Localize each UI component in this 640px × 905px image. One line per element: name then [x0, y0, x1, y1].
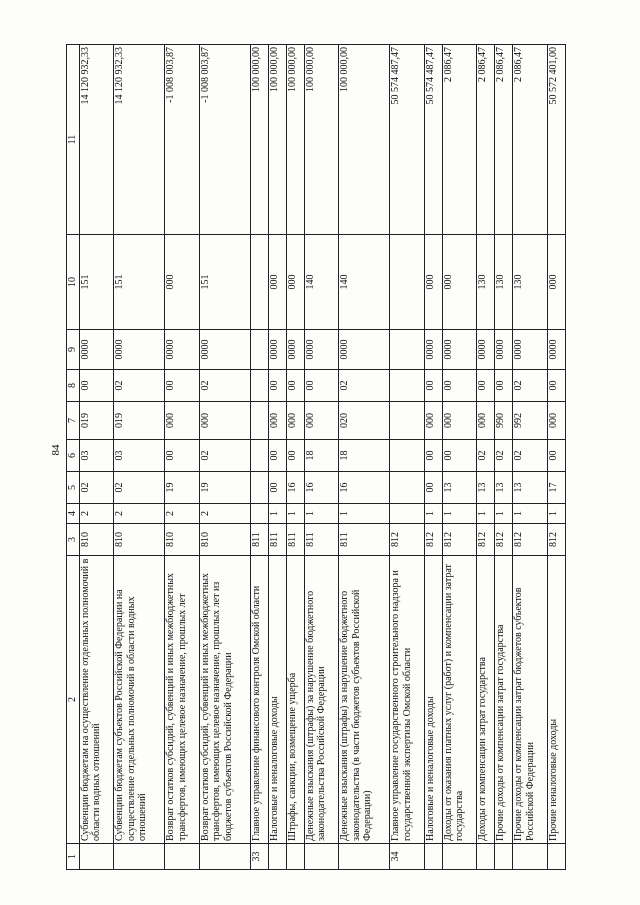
row-amount: 100 000,00 — [286, 45, 304, 235]
row-amount: 2 086,47 — [513, 45, 548, 235]
code-article: 00 — [268, 440, 286, 472]
table-row — [286, 45, 304, 870]
code-program: 0000 — [79, 330, 114, 370]
code-admin: 812 — [513, 524, 548, 556]
row-number — [513, 844, 548, 870]
code-element: 00 — [286, 370, 304, 402]
code-article — [250, 440, 268, 472]
row-number — [199, 844, 250, 870]
row-name: Главное управление государственного строительного надзора и государственной экспертизы Омской области — [390, 556, 425, 844]
row-name: Возврат остатков субсидий, субвенций и иных межбюджетных трансфертов, имеющих целевое назначение, прошлых лет — [165, 556, 200, 844]
code-element: 02 — [114, 370, 165, 402]
code-group: 2 — [79, 504, 114, 524]
code-admin: 812 — [495, 524, 513, 556]
code-article: 00 — [547, 440, 565, 472]
code-economic: 130 — [477, 235, 495, 330]
row-name: Денежные взыскания (штрафы) за нарушение бюджетного законодательства (в части бюджетов субъектов Российской Федерации) — [339, 556, 390, 844]
code-economic: 130 — [495, 235, 513, 330]
code-program: 0000 — [495, 330, 513, 370]
row-name: Доходы от компенсации затрат государства — [477, 556, 495, 844]
row-amount: 100 000,00 — [250, 45, 268, 235]
code-element: 00 — [477, 370, 495, 402]
table-row — [442, 45, 477, 870]
row-number — [477, 844, 495, 870]
code-group: 1 — [442, 504, 477, 524]
row-amount: 100 000,00 — [339, 45, 390, 235]
code-program: 0000 — [442, 330, 477, 370]
code-economic — [250, 235, 268, 330]
page-number: 84 — [50, 444, 62, 456]
code-article: 00 — [165, 440, 200, 472]
revenue-table — [66, 44, 566, 870]
row-number — [304, 844, 339, 870]
code-admin: 812 — [424, 524, 442, 556]
row-amount: 2 086,47 — [495, 45, 513, 235]
table-row — [268, 45, 286, 870]
column-header: 6 — [67, 440, 80, 472]
code-economic: 140 — [339, 235, 390, 330]
code-program: 0000 — [513, 330, 548, 370]
row-name: Прочие доходы от компенсации затрат бюджетов субъектов Российской Федерации — [513, 556, 548, 844]
code-group — [390, 504, 425, 524]
code-group: 1 — [304, 504, 339, 524]
code-group: 1 — [424, 504, 442, 524]
code-subarticle — [390, 402, 425, 440]
code-element: 00 — [442, 370, 477, 402]
code-group: 1 — [477, 504, 495, 524]
code-economic: 140 — [304, 235, 339, 330]
code-element: 02 — [513, 370, 548, 402]
code-subarticle: 000 — [442, 402, 477, 440]
column-header: 5 — [67, 472, 80, 504]
code-subgroup: 16 — [286, 472, 304, 504]
rotated-sheet — [48, 45, 568, 870]
column-header: 8 — [67, 370, 80, 402]
code-subarticle: 019 — [79, 402, 114, 440]
code-economic: 151 — [79, 235, 114, 330]
code-article: 03 — [114, 440, 165, 472]
code-group: 1 — [286, 504, 304, 524]
row-name: Прочие доходы от компенсации затрат государства — [495, 556, 513, 844]
row-amount: 100 000,00 — [304, 45, 339, 235]
code-program: 0000 — [339, 330, 390, 370]
code-element: 00 — [165, 370, 200, 402]
code-subarticle: 000 — [547, 402, 565, 440]
row-number: 33 — [250, 844, 268, 870]
code-subarticle: 020 — [339, 402, 390, 440]
column-header: 1 — [67, 844, 80, 870]
code-admin: 811 — [268, 524, 286, 556]
table-row — [390, 45, 425, 870]
code-admin: 810 — [79, 524, 114, 556]
row-number — [424, 844, 442, 870]
table-row — [495, 45, 513, 870]
table-row — [304, 45, 339, 870]
code-element — [250, 370, 268, 402]
code-economic: 130 — [513, 235, 548, 330]
code-group: 1 — [268, 504, 286, 524]
code-group — [250, 504, 268, 524]
code-program: 0000 — [304, 330, 339, 370]
column-header: 11 — [67, 45, 80, 235]
row-name: Возврат остатков субсидий, субвенций и иных межбюджетных трансфертов, имеющих целевое назначение, прошлых лет из бюджетов субъектов Российской Федерации — [199, 556, 250, 844]
code-admin: 812 — [477, 524, 495, 556]
row-number — [114, 844, 165, 870]
row-name: Субвенции бюджетам на осуществление отдельных полномочий в области водных отношений — [79, 556, 114, 844]
code-subarticle: 000 — [304, 402, 339, 440]
column-number-row — [67, 45, 80, 870]
code-program: 0000 — [114, 330, 165, 370]
table-row — [79, 45, 114, 870]
row-amount: 50 572 401,00 — [547, 45, 565, 235]
row-number — [495, 844, 513, 870]
code-group: 1 — [495, 504, 513, 524]
code-program: 0000 — [286, 330, 304, 370]
code-admin: 810 — [114, 524, 165, 556]
row-name: Налоговые и неналоговые доходы — [268, 556, 286, 844]
code-economic: 000 — [165, 235, 200, 330]
column-header: 2 — [67, 556, 80, 844]
code-subgroup: 16 — [304, 472, 339, 504]
code-economic — [390, 235, 425, 330]
code-group: 2 — [165, 504, 200, 524]
code-subgroup: 00 — [268, 472, 286, 504]
row-amount: 2 086,47 — [477, 45, 495, 235]
code-subarticle: 019 — [114, 402, 165, 440]
table-row — [165, 45, 200, 870]
code-economic: 151 — [199, 235, 250, 330]
row-name: Доходы от оказания платных услуг (работ) и компенсации затрат государства — [442, 556, 477, 844]
code-element: 00 — [304, 370, 339, 402]
code-program — [250, 330, 268, 370]
column-header: 7 — [67, 402, 80, 440]
code-article: 00 — [424, 440, 442, 472]
code-subgroup: 19 — [199, 472, 250, 504]
code-element: 00 — [547, 370, 565, 402]
row-amount: 14 120 932,33 — [79, 45, 114, 235]
code-subarticle: 000 — [477, 402, 495, 440]
row-number — [339, 844, 390, 870]
code-group: 2 — [199, 504, 250, 524]
code-economic: 000 — [442, 235, 477, 330]
row-name: Денежные взыскания (штрафы) за нарушение бюджетного законодательства Российской Федерации — [304, 556, 339, 844]
code-admin: 811 — [286, 524, 304, 556]
code-article: 02 — [199, 440, 250, 472]
code-economic: 000 — [424, 235, 442, 330]
code-group: 1 — [339, 504, 390, 524]
code-admin: 811 — [304, 524, 339, 556]
row-name: Субвенции бюджетам субъектов Российской Федерации на осуществление отдельных полномочий в области водных отношений — [114, 556, 165, 844]
column-header: 4 — [67, 504, 80, 524]
code-subgroup: 02 — [114, 472, 165, 504]
code-subarticle: 000 — [286, 402, 304, 440]
code-subgroup — [250, 472, 268, 504]
table-row — [513, 45, 548, 870]
code-subarticle: 000 — [268, 402, 286, 440]
code-admin: 810 — [165, 524, 200, 556]
code-economic: 000 — [268, 235, 286, 330]
code-program: 0000 — [547, 330, 565, 370]
code-subarticle: 992 — [513, 402, 548, 440]
code-program: 0000 — [165, 330, 200, 370]
code-economic: 000 — [286, 235, 304, 330]
code-program: 0000 — [477, 330, 495, 370]
code-element: 00 — [268, 370, 286, 402]
code-subarticle: 000 — [199, 402, 250, 440]
code-group: 1 — [547, 504, 565, 524]
table-row — [114, 45, 165, 870]
code-economic: 151 — [114, 235, 165, 330]
code-element: 00 — [79, 370, 114, 402]
code-subgroup: 13 — [442, 472, 477, 504]
code-element — [390, 370, 425, 402]
code-program — [390, 330, 425, 370]
row-amount: -1 008 003,87 — [165, 45, 200, 235]
table-row — [424, 45, 442, 870]
code-article: 02 — [513, 440, 548, 472]
code-subgroup: 02 — [79, 472, 114, 504]
column-header: 10 — [67, 235, 80, 330]
code-subgroup: 16 — [339, 472, 390, 504]
row-amount: 100 000,00 — [268, 45, 286, 235]
column-header: 9 — [67, 330, 80, 370]
code-admin: 812 — [547, 524, 565, 556]
row-amount: 14 120 932,33 — [114, 45, 165, 235]
row-amount: -1 008 003,87 — [199, 45, 250, 235]
row-name: Налоговые и неналоговые доходы — [424, 556, 442, 844]
code-article: 00 — [442, 440, 477, 472]
table-row — [339, 45, 390, 870]
code-subgroup: 17 — [547, 472, 565, 504]
code-admin: 812 — [390, 524, 425, 556]
code-program: 0000 — [268, 330, 286, 370]
table-row — [199, 45, 250, 870]
code-element: 00 — [424, 370, 442, 402]
code-subarticle — [250, 402, 268, 440]
table-row — [250, 45, 268, 870]
row-number — [547, 844, 565, 870]
table-row — [477, 45, 495, 870]
row-name: Прочие неналоговые доходы — [547, 556, 565, 844]
code-program: 0000 — [424, 330, 442, 370]
code-program: 0000 — [199, 330, 250, 370]
code-article: 03 — [79, 440, 114, 472]
row-name: Главное управление финансового контроля Омской области — [250, 556, 268, 844]
code-admin: 810 — [199, 524, 250, 556]
column-header: 3 — [67, 524, 80, 556]
code-admin: 811 — [339, 524, 390, 556]
code-admin: 812 — [442, 524, 477, 556]
code-subgroup: 13 — [513, 472, 548, 504]
code-subarticle: 000 — [424, 402, 442, 440]
code-article: 02 — [477, 440, 495, 472]
row-number — [442, 844, 477, 870]
code-element: 02 — [339, 370, 390, 402]
row-number — [79, 844, 114, 870]
code-article: 02 — [495, 440, 513, 472]
code-group: 1 — [513, 504, 548, 524]
code-subgroup: 19 — [165, 472, 200, 504]
row-number — [268, 844, 286, 870]
code-article — [390, 440, 425, 472]
code-article: 18 — [339, 440, 390, 472]
row-amount: 2 086,47 — [442, 45, 477, 235]
row-number — [286, 844, 304, 870]
code-subarticle: 990 — [495, 402, 513, 440]
code-subarticle: 000 — [165, 402, 200, 440]
code-subgroup: 13 — [477, 472, 495, 504]
code-admin: 811 — [250, 524, 268, 556]
code-element: 00 — [495, 370, 513, 402]
table-row — [547, 45, 565, 870]
code-subgroup: 13 — [495, 472, 513, 504]
code-group: 2 — [114, 504, 165, 524]
row-number — [165, 844, 200, 870]
code-article: 18 — [304, 440, 339, 472]
row-number: 34 — [390, 844, 425, 870]
row-name: Штрафы, санкции, возмещение ущерба — [286, 556, 304, 844]
code-subgroup: 00 — [424, 472, 442, 504]
code-subgroup — [390, 472, 425, 504]
code-economic: 000 — [547, 235, 565, 330]
code-article: 00 — [286, 440, 304, 472]
code-element: 02 — [199, 370, 250, 402]
row-amount: 50 574 487,47 — [390, 45, 425, 235]
row-amount: 50 574 487,47 — [424, 45, 442, 235]
